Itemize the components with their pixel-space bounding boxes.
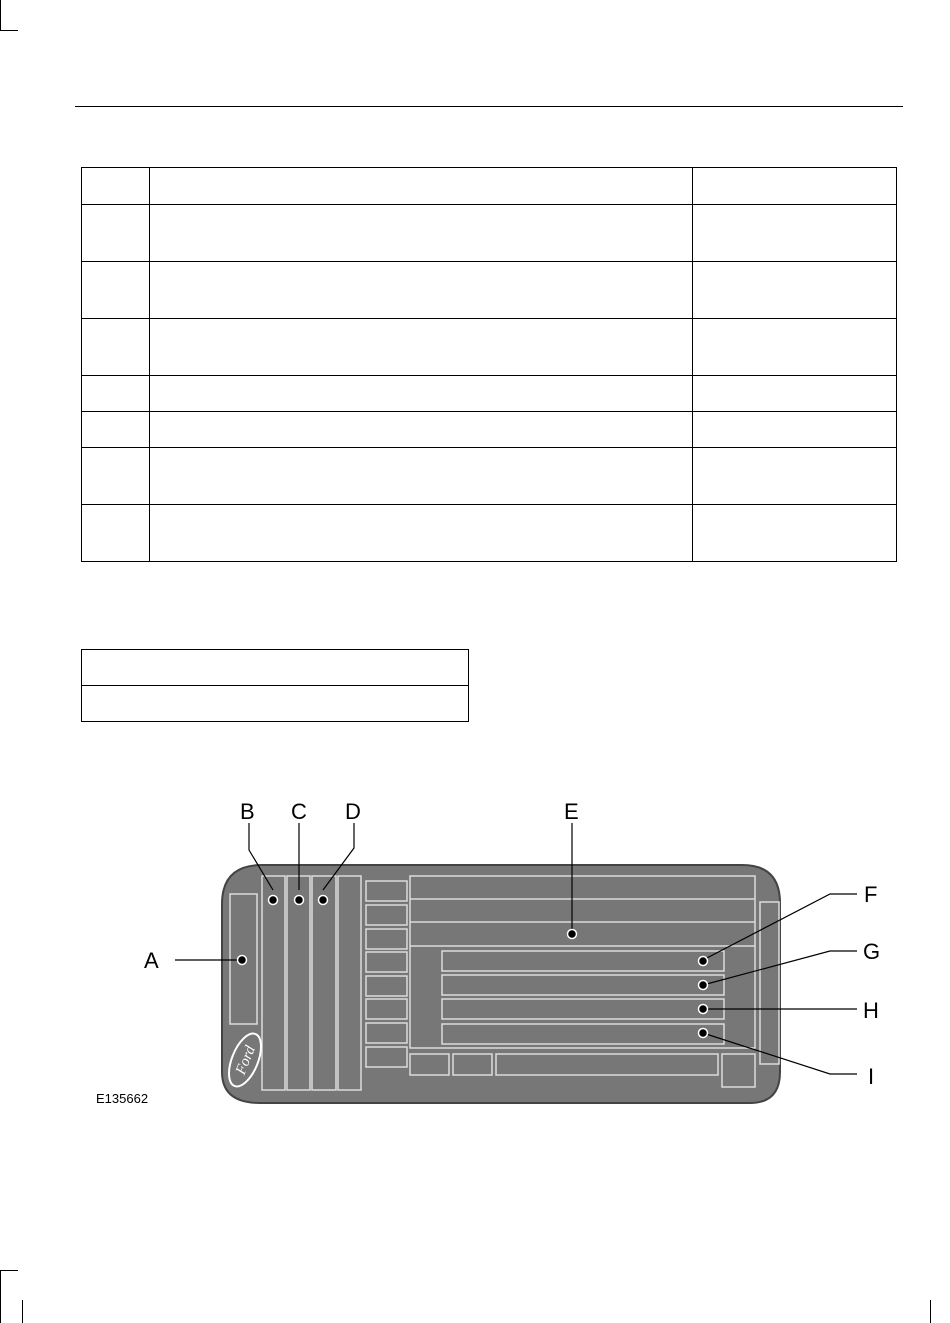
table-row: [82, 686, 469, 722]
callout-dot-e: [568, 930, 577, 939]
table-row: [82, 650, 469, 686]
callout-dot-b: [269, 896, 278, 905]
callout-dot-c: [295, 896, 304, 905]
crop-mark: [930, 1300, 931, 1323]
callout-dot-d: [319, 896, 328, 905]
crop-mark: [0, 1270, 18, 1271]
crop-mark: [0, 0, 1, 30]
callout-label-g: G: [863, 939, 881, 964]
callout-label-c: C: [291, 799, 307, 824]
table-row: [82, 262, 897, 319]
callout-label-a: A: [144, 948, 159, 973]
vehicle-label-diagram: [0, 780, 950, 1120]
callout-label-b: B: [240, 799, 255, 824]
crop-mark: [22, 1300, 23, 1323]
header-rule: [75, 106, 903, 107]
callout-dot-h: [699, 1005, 708, 1014]
table-row: [82, 168, 897, 205]
small-table: [81, 649, 469, 722]
callout-dot-g: [699, 981, 708, 990]
table-row: [82, 412, 897, 448]
label-plate: [222, 865, 780, 1103]
table-row: [82, 376, 897, 412]
callout-label-h: H: [863, 998, 879, 1023]
callout-label-f: F: [864, 882, 878, 907]
crop-mark: [0, 30, 18, 31]
figure-code: E135662: [96, 1091, 149, 1106]
callout-label-d: D: [345, 799, 361, 824]
callout-dot-i: [699, 1029, 708, 1038]
callout-dot-a: [238, 956, 247, 965]
table-row: [82, 448, 897, 505]
table-row: [82, 205, 897, 262]
callout-dot-f: [699, 957, 708, 966]
callout-label-i: I: [868, 1064, 875, 1089]
spec-table: [81, 167, 897, 562]
callout-label-e: E: [564, 799, 579, 824]
crop-mark: [0, 1270, 1, 1323]
table-row: [82, 319, 897, 376]
svg-text:Ford: Ford: [232, 1043, 259, 1078]
table-row: [82, 505, 897, 562]
